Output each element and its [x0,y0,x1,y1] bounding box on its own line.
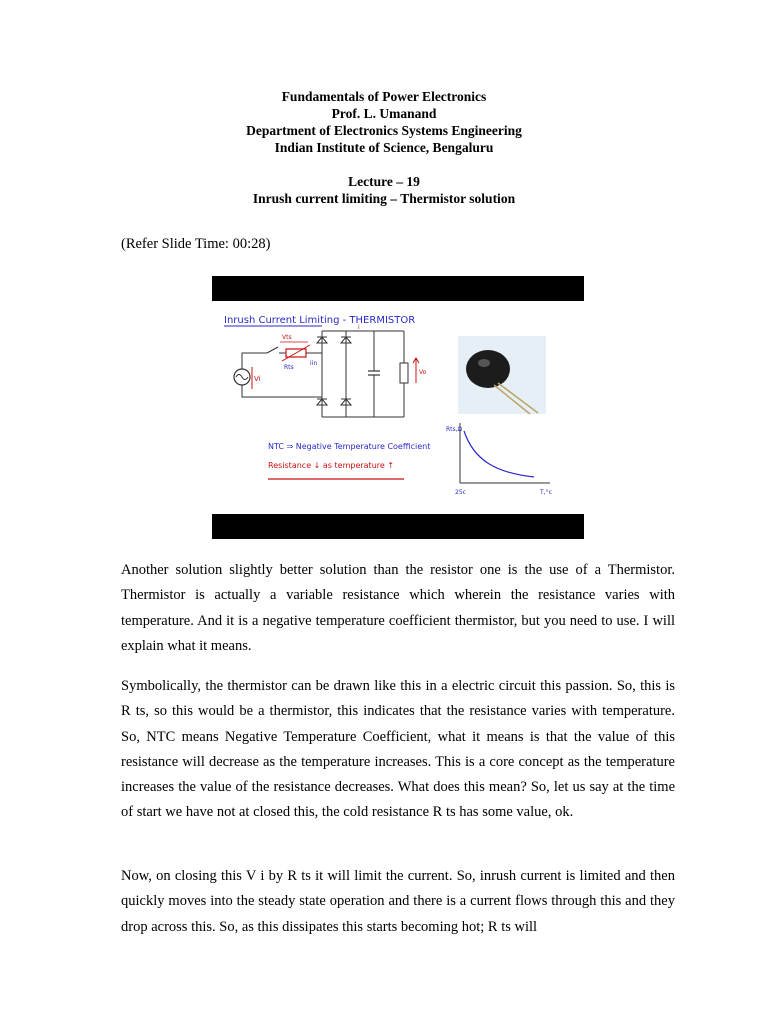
lecture-topic: Inrush current limiting – Thermistor solution [252,191,516,206]
graph-curve [464,431,534,477]
paragraph-3: Now, on closing this V i by R ts it will limit the current. So, inrush current is limited and then quickly moves into the steady state operation and there is a current flows through this and they drop across this. So, as this dissipates this starts becoming hot; R ts will [121,868,675,935]
paragraph-1: Another solution slightly better solution than the resistor one is the use of a Thermistor. Thermistor is actually a variable resistance which wherein the resistance varies with temperature. And it is a negative temperature coefficient thermistor, but you need to use. I will explain what it means. [121,562,675,654]
slide-bottom-bar [212,514,584,539]
resistance-note: Resistance ↓ as temperature ↑ [268,461,395,470]
slide-top-bar [212,276,584,301]
lecture-number: Lecture – 19 [348,174,420,189]
graph-origin-label: 25c [455,489,466,496]
professor-name: Prof. L. Umanand [331,106,437,121]
slide-image [212,276,584,540]
ntc-definition: NTC ⇒ Negative Temperature Coefficient [268,442,431,451]
label-i: i [358,324,360,331]
label-rts: Rts [284,364,294,371]
graph-y-label: Rts,Ω [446,426,463,433]
slide-title: Inrush Current Limiting - THERMISTOR [224,315,416,326]
graph-x-label: T,°c [540,489,552,496]
label-iin: iin [310,360,318,367]
course-title: Fundamentals of Power Electronics [281,89,487,104]
department-name: Department of Electronics Systems Engineering [246,123,522,138]
label-vo: Vo [419,369,427,376]
document-header [0,88,768,207]
institute-name: Indian Institute of Science, Bengaluru [274,140,494,155]
slide-drawing [212,301,584,514]
label-vts: Vts [282,334,292,341]
load-resistor-icon [400,363,408,383]
paragraph-2: Symbolically, the thermistor can be drawn like this in a electric circuit this passion. So, this is R ts, so this would be a thermistor, this indicates that the resistance varies with temperature. So, NTC means Negative Temperature Coefficient, what it means is that the value of this resistance will decrease as the temperature increases. This is a core concept as the temperature increases the value of the resistance decreases. What does this mean? So, let us say at the time of start we have not at closed this, the cold resistance R ts has some value, ok. [121,678,675,821]
refer-slide-time: (Refer Slide Time: 00:28) [121,236,271,252]
label-vi: Vi [254,375,261,383]
switch-icon [267,347,278,353]
